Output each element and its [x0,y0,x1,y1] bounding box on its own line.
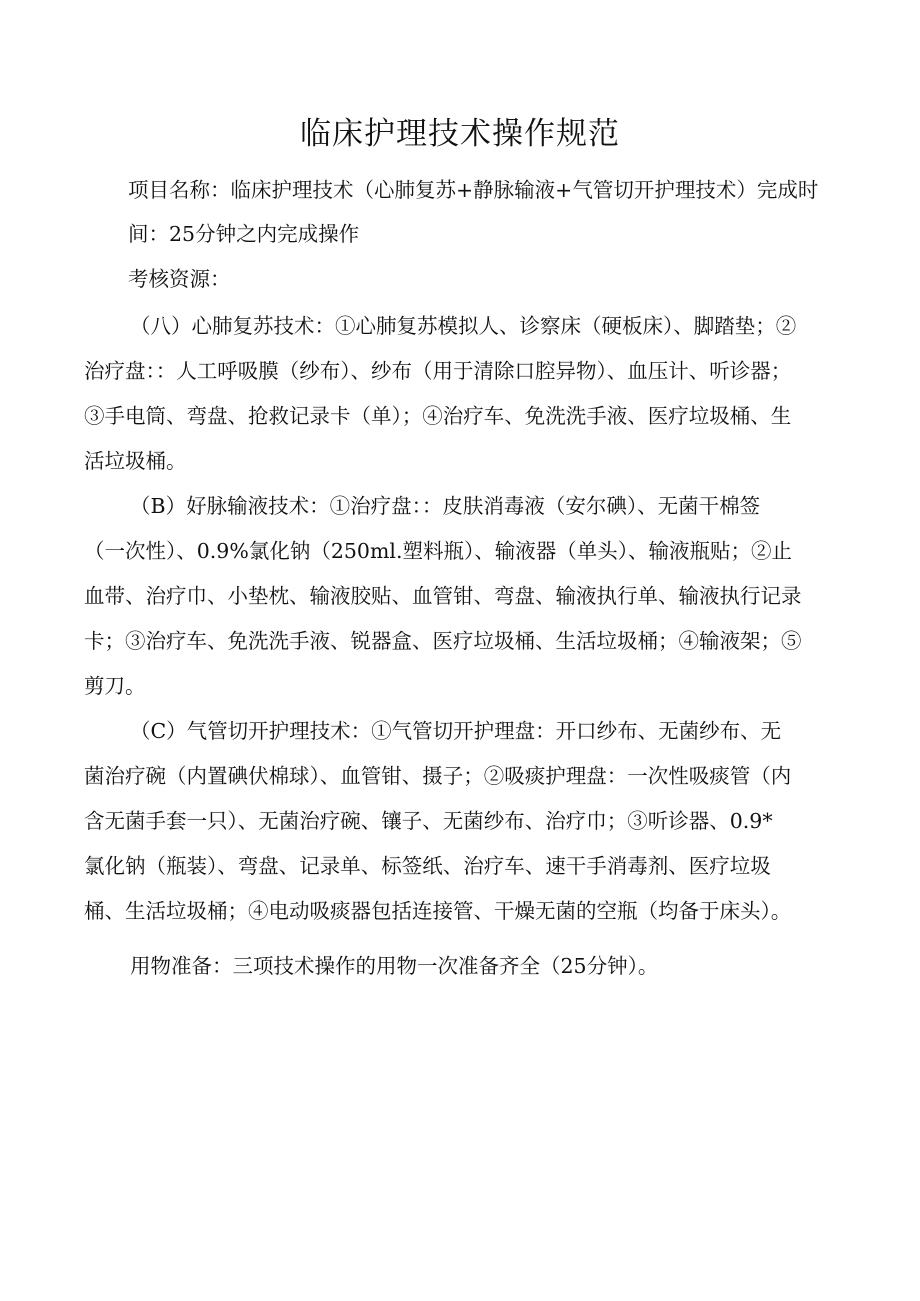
section-a-line-2: 治疗盘：：人工呼吸膜（纱布）、纱布（用于清除口腔异物）、血压计、听诊器； [84,359,792,383]
section-c-line-5: 桶、生活垃圾桶；④电动吸痰器包括连接管、干燥无菌的空瓶（均备于床头）。 [84,899,792,923]
section-a-line-4: 活垃圾桶。 [84,449,187,473]
section-a-line-3: ③手电筒、弯盘、抢救记录卡（单）；④治疗车、免洗洗手液、医疗垃圾桶、生 [84,404,792,428]
section-c-line-3: 含无菌手套一只）、无菌治疗碗、镶子、无菌纱布、治疗巾；③听诊器、0.9* [84,809,773,833]
document-title: 临床护理技术操作规范 [300,116,620,152]
section-c-line-4: 氯化钠（瓶装）、弯盘、记录单、标签纸、治疗车、速干手消毒剂、医疗垃圾 [84,854,771,878]
section-a-line-1: （八）心肺复苏技术：①心肺复苏模拟人、诊察床（硬板床）、脚踏垫；② [130,314,797,338]
preparation-line: 用物准备：三项技术操作的用物一次准备齐全（25分钟）。 [130,954,659,978]
section-b-line-4: 卡；③治疗车、免洗洗手液、锐器盒、医疗垃圾桶、生活垃圾桶；④输液架；⑤ [84,629,802,653]
section-c-line-1: （C）气管切开护理技术：①气管切开护理盘：开口纱布、无菌纱布、无 [130,719,782,743]
intro-line-2: 间：25分钟之内完成操作 [128,222,360,246]
intro-line-1: 项目名称：临床护理技术（心肺复苏+静脉输液+气管切开护理技术）完成时 [128,178,819,202]
section-c-line-2: 菌治疗碗（内置碘伏棉球）、血管钳、摄子；②吸痰护理盘：一次性吸痰管（内 [84,764,792,788]
section-b-line-5: 剪刀。 [84,674,146,698]
section-b-line-2: （一次性）、0.9%氯化钠（250ml.塑料瓶）、输液器（单头）、输液瓶贴；②止 [84,539,792,563]
section-b-line-1: （B）好脉输液技术：①治疗盘：：皮肤消毒液（安尔碘）、无菌干棉签 [130,494,761,518]
resources-label: 考核资源： [128,267,231,291]
section-b-line-3: 血带、治疗巾、小垫枕、输液胶贴、血管钳、弯盘、输液执行单、输液执行记录 [84,584,802,608]
